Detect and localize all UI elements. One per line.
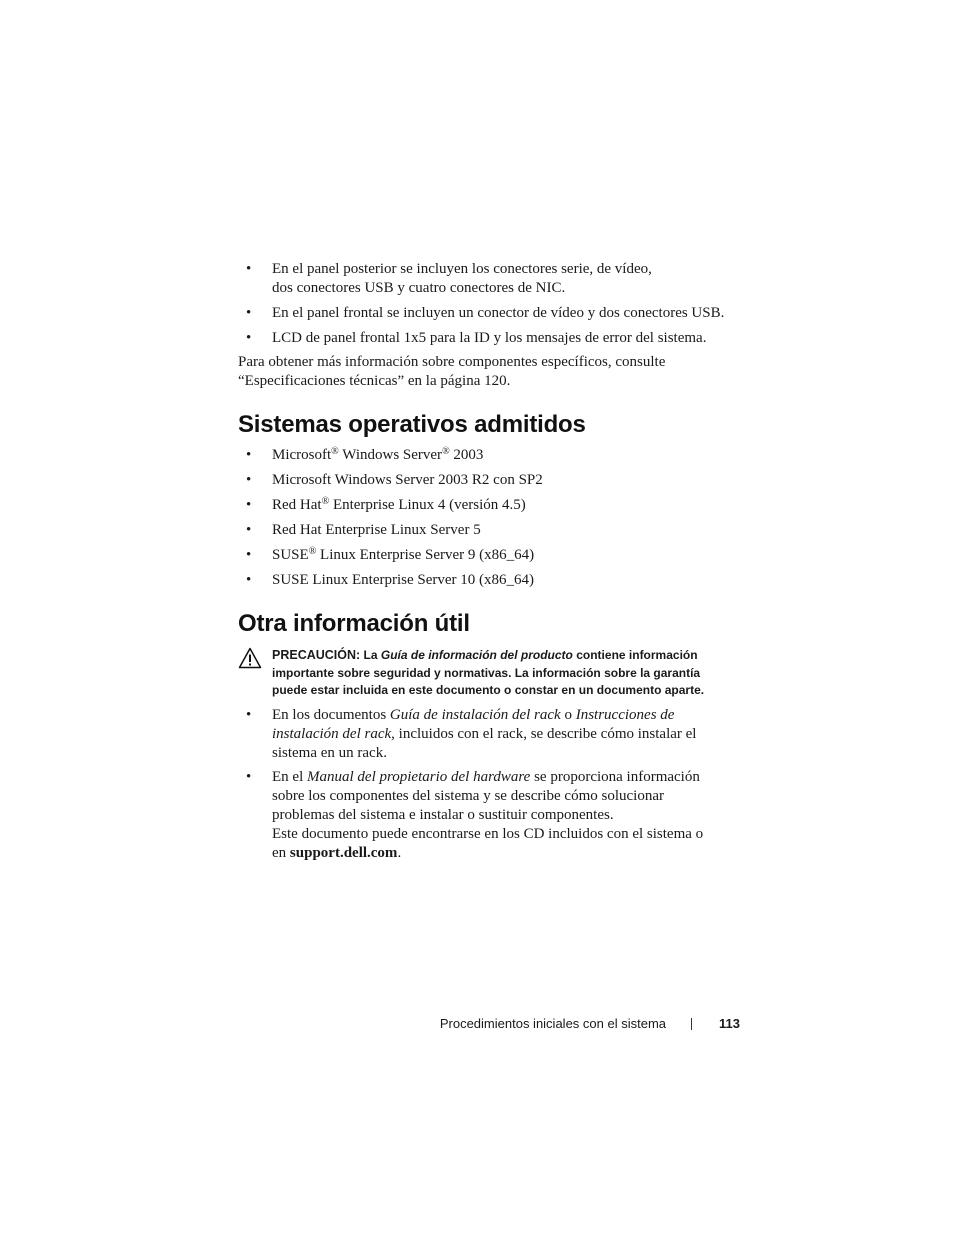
info-list (238, 706, 718, 863)
list-item-text: LCD de panel frontal 1x5 para la ID y los mensajes de error del sistema. (272, 330, 707, 346)
list-item-text: , incluidos con el rack, se describe cómo instalar el sistema en un rack. (272, 726, 697, 761)
registered-mark: ® (308, 546, 317, 557)
footer-divider (691, 1018, 692, 1030)
info-section (238, 610, 748, 638)
specs-paragraph (238, 353, 748, 391)
doc-title: Manual del propietario del hardware (307, 769, 531, 785)
os-name: Red Hat (272, 497, 322, 513)
list-item-text: o (560, 707, 576, 723)
list-item-text: Este documento puede encontrarse en los CD incluidos con el sistema o en (272, 826, 704, 861)
list-item-text: En los documentos (272, 707, 390, 723)
page-number: 113 (719, 1016, 740, 1031)
os-name: Enterprise Linux 4 (versión 4.5) (329, 497, 526, 513)
os-list-container (238, 446, 748, 596)
list-item (238, 571, 748, 590)
section-heading: Sistemas operativos admitidos (238, 411, 586, 438)
list-item-text: En el panel posterior se incluyen los conectores serie, de vídeo, (272, 261, 652, 277)
list-item (238, 329, 748, 348)
list-item (238, 768, 718, 863)
doc-title: Guía de instalación del rack (389, 707, 561, 723)
info-list-container (238, 706, 718, 869)
registered-mark: ® (321, 496, 330, 507)
os-name: Linux Enterprise Server 9 (x86_64) (316, 547, 535, 563)
caution-text: contiene información importante sobre seguridad y normativas. La información sobre la garantía puede estar incluida en este documento o constar en un documento aparte. (272, 648, 705, 697)
os-name: SUSE Linux Enterprise Server 10 (x86_64) (272, 572, 535, 588)
paragraph-line: Para obtener más información sobre componentes específicos, consulte (238, 354, 666, 370)
list-item (238, 496, 748, 515)
list-item-text: En el panel frontal se incluyen un conector de vídeo y dos conectores USB. (272, 305, 725, 321)
os-section (238, 411, 748, 439)
list-item-text: . (397, 845, 402, 861)
list-item-text: se proporciona información sobre los componentes del sistema y se describe cómo solucionar problemas del sistema e instalar o sustituir componentes. (272, 769, 700, 823)
os-name: Windows Server (338, 447, 443, 463)
caution-doc-title: Guía de información del producto (380, 648, 573, 662)
list-item-text: En el (272, 769, 307, 785)
list-item (238, 471, 748, 490)
features-list (238, 260, 748, 348)
list-item-text-cont: dos conectores USB y cuatro conectores de NIC. (272, 280, 566, 296)
features-section (238, 260, 748, 354)
list-item (238, 260, 748, 298)
caution-label: PRECAUCIÓN: (272, 648, 361, 662)
list-item (238, 304, 748, 323)
os-name: Microsoft Windows Server 2003 R2 con SP2 (272, 472, 543, 488)
os-name: SUSE (272, 547, 309, 563)
os-version: 2003 (449, 447, 484, 463)
list-item (238, 546, 748, 565)
registered-mark: ® (442, 446, 450, 457)
caution-text: La (360, 648, 381, 662)
os-name: Microsoft (272, 447, 332, 463)
support-link[interactable]: support.dell.com (289, 845, 398, 861)
list-item (238, 446, 748, 465)
list-item (238, 706, 718, 763)
os-name: Red Hat Enterprise Linux Server 5 (272, 522, 481, 538)
section-heading: Otra información útil (238, 610, 470, 637)
footer-section-title: Procedimientos iniciales con el sistema (439, 1016, 666, 1031)
list-item (238, 521, 748, 540)
os-list (238, 446, 748, 590)
doc-title: Instrucciones de instalación del rack (272, 707, 675, 742)
paragraph-line: “Especificaciones técnicas” en la página 120. (238, 373, 511, 389)
caution-notice (238, 647, 708, 700)
warning-triangle-icon (238, 647, 262, 669)
registered-mark: ® (331, 446, 339, 457)
